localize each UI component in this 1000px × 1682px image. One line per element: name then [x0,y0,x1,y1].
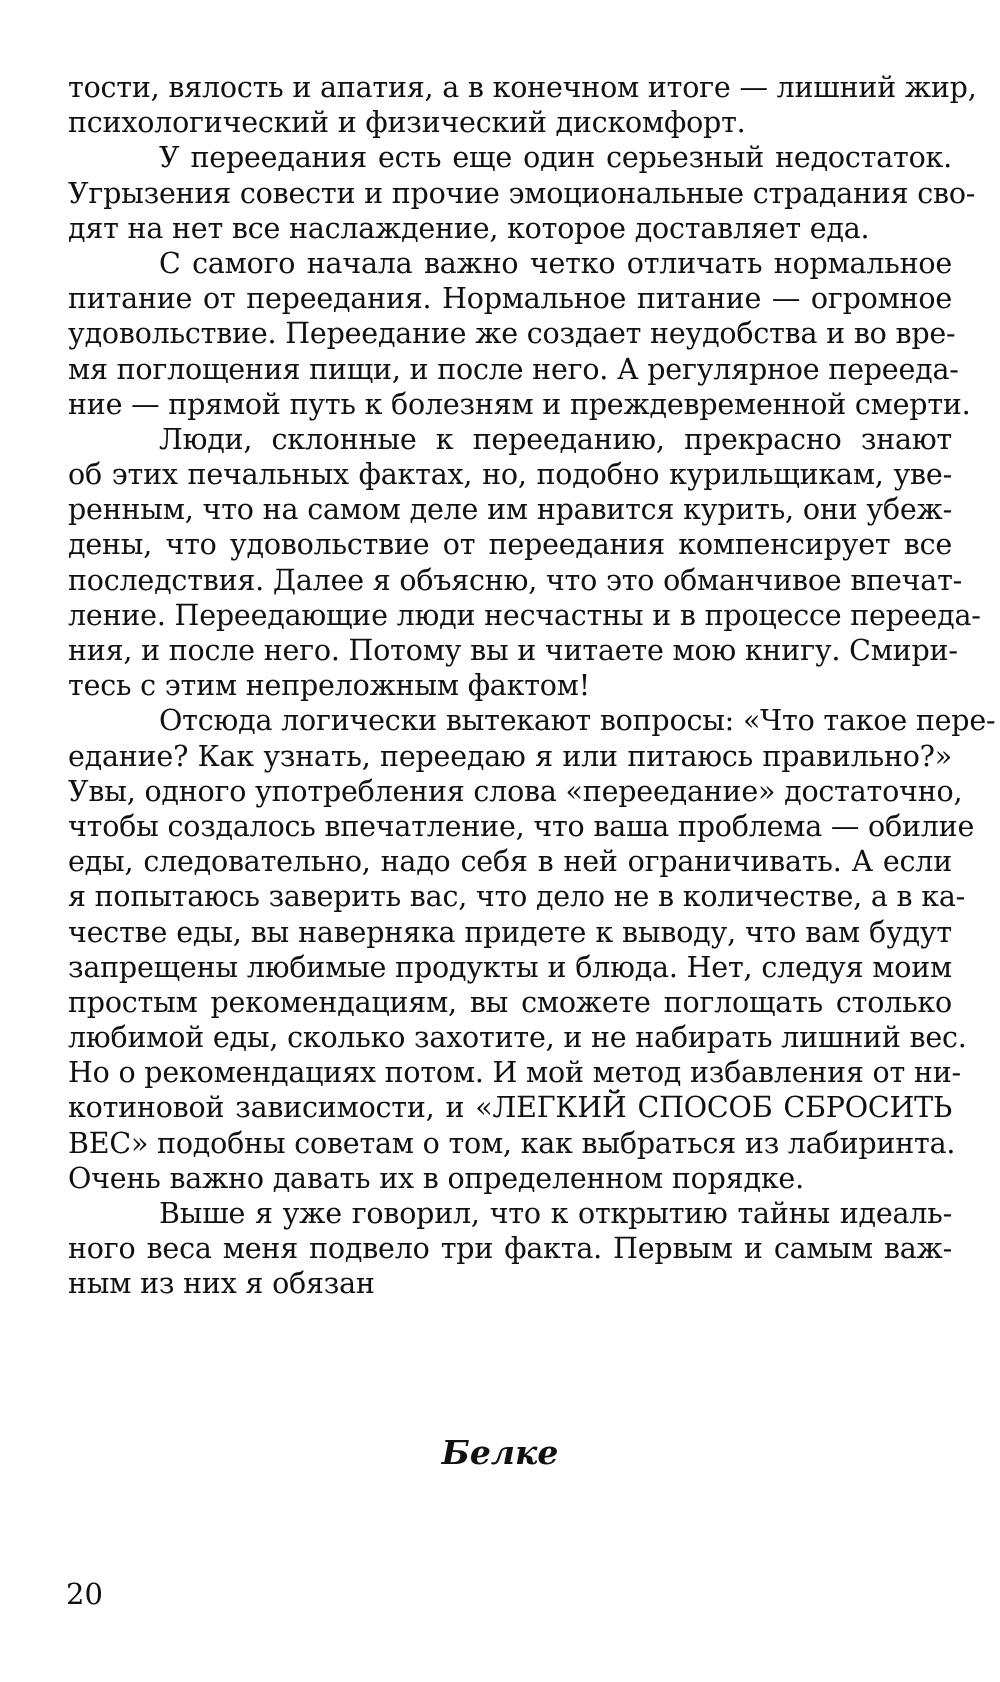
text-line: ВЕС» подобны советам о том, как выбраться из лабиринта. [68,1126,956,1160]
text-line: об этих печальных фактах, но, подобно курильщикам, уве- [68,458,952,492]
text-line: тесь с этим непреложным фактом! [68,669,590,703]
text-line: котиновой зависимости, и «ЛЕГКИЙ СПОСОБ СБРОСИТЬ [68,1091,952,1125]
text-line: дят на нет все наслаждение, которое доставляет еда. [68,211,870,245]
text-line: тости, вялость и апатия, а в конечном итоге — лишний жир, [68,71,977,104]
text-line: еды, следовательно, надо себя в ней ограничивать. А если [68,845,952,879]
page-number: 20 [66,1577,103,1611]
text-line: запрещены любимые продукты и блюда. Нет, следуя моим [68,950,952,984]
text-line: ния, и после него. Потому вы и читаете мою книгу. Смири- [68,634,958,667]
text-line: дены, что удовольствие от переедания компенсирует все [68,528,952,562]
text-line: мя поглощения пищи, и после него. А регулярное перееда- [68,352,959,386]
text-line: Люди, склонные к перееданию, прекрасно знают [159,422,952,456]
text-line: ренным, что на самом деле им нравится курить, они убеж- [68,493,952,527]
text-line: удовольствие. Переедание же создает неудобства и во вре- [68,317,956,351]
text-line: честве еды, вы наверняка придете к выводу, что вам будут [68,915,952,949]
text-line: Отсюда логически вытекают вопросы: «Что такое пере- [159,704,996,738]
text-line: питание от переедания. Нормальное питание — огромное [68,282,952,316]
text-line: простым рекомендациям, вы сможете поглощать столько [68,985,952,1019]
text-line: ние — прямой путь к болезням и преждевременной смерти. [68,387,971,421]
text-line: Но о рекомендациях потом. И мой метод избавления от ни- [68,1056,961,1090]
body-text [68,70,996,1302]
text-line: я попытаюсь заверить вас, что дело не в количестве, а в ка- [68,880,966,914]
text-line: ным из них я обязан [68,1267,375,1301]
text-line: Очень важно давать их в определенном порядке. [68,1161,804,1195]
section-heading: Белке [441,1433,559,1472]
text-line: чтобы создалось впечатление, что ваша проблема — обилие [68,809,975,843]
text-line: ного веса меня подвело три факта. Первым и самым важ- [68,1232,952,1266]
text-line: Выше я уже говорил, что к открытию тайны идеаль- [159,1197,952,1230]
text-line: У переедания есть еще один серьезный недостаток. [159,141,952,175]
text-line: С самого начала важно четко отличать нормальное [159,246,952,280]
text-line: ление. Переедающие люди несчастны и в процессе перееда- [68,598,981,632]
text-line: психологический и физический дискомфорт. [68,106,746,140]
text-line: последствия. Далее я объясню, что это обманчивое впечат- [68,563,963,597]
text-line: Увы, одного употребления слова «переедание» достаточно, [68,774,963,808]
text-line: любимой еды, сколько захотите, и не набирать лишний вес. [68,1021,967,1055]
text-line: едание? Как узнать, переедаю я или питаюсь правильно?» [68,739,952,773]
text-line: Угрызения совести и прочие эмоциональные страдания сво- [68,176,976,210]
